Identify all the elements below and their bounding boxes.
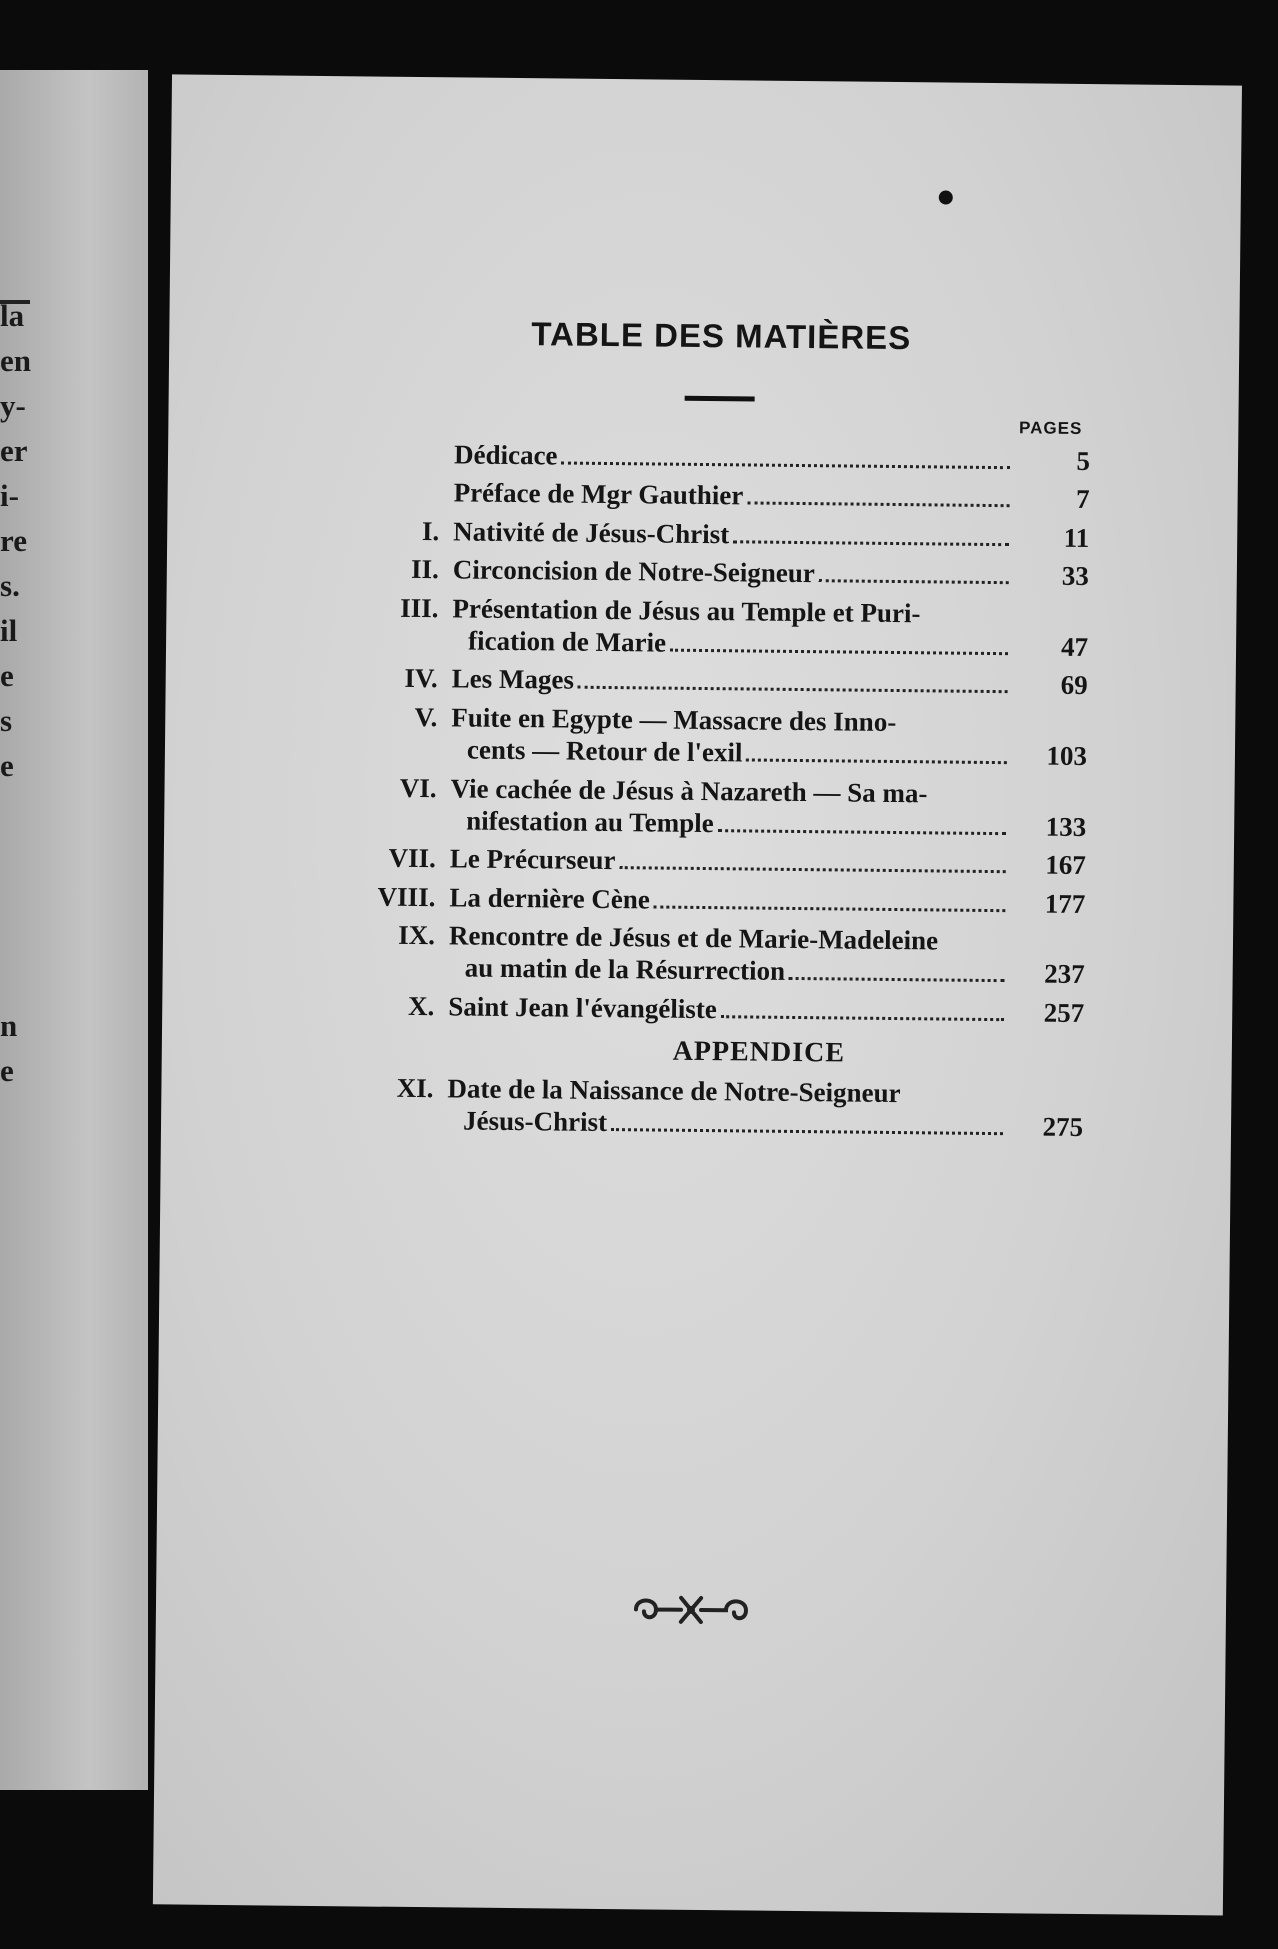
chapter-title: Vie cachée de Jésus à Nazareth — Sa ma- — [450, 772, 928, 808]
chapter-title: Le Précurseur — [449, 843, 616, 876]
chapter-title: Circoncision de Notre-Seigneur — [452, 554, 815, 589]
toc-entry — [256, 770, 1087, 843]
chapter-number: VII. — [388, 842, 436, 874]
chapter-title: Les Mages — [451, 663, 575, 695]
chapter-title: Fuite en Egypte — Massacre des Inno- — [451, 702, 897, 737]
facing-page-fragment: la — [0, 298, 25, 333]
dot-leader — [789, 977, 1005, 982]
dot-leader — [747, 502, 1009, 508]
page-number: 11 — [1063, 522, 1090, 553]
toc-entry — [258, 661, 1088, 702]
toc-entries — [254, 436, 1090, 1029]
toc-entry — [255, 917, 1086, 990]
page-number: 103 — [1046, 740, 1088, 772]
chapter-number — [260, 475, 454, 477]
chapter-number: XI. — [396, 1072, 434, 1104]
chapter-number: III. — [400, 592, 439, 623]
toc-entry — [256, 841, 1086, 882]
facing-page-fragment: n — [0, 1008, 18, 1043]
page-title: TABLE DES MATIÈRES — [531, 315, 912, 357]
dot-leader — [718, 829, 1006, 835]
dot-leader — [654, 905, 1006, 912]
facing-page-fragment: i- — [0, 478, 19, 513]
dot-leader — [721, 1015, 1005, 1021]
page-number: 275 — [1042, 1111, 1084, 1143]
facing-page-fragment: e — [0, 658, 14, 693]
toc-entry — [257, 699, 1088, 772]
dot-leader — [611, 1128, 1003, 1135]
facing-page-fragment: re — [0, 523, 27, 558]
chapter-title: Jésus-Christ — [462, 1105, 608, 1138]
chapter-number — [260, 436, 454, 438]
dot-leader — [561, 461, 1010, 469]
page-number: 7 — [1075, 484, 1090, 515]
page-number: 257 — [1043, 997, 1085, 1028]
toc-entry — [260, 436, 1090, 477]
toc-entry — [254, 988, 1084, 1029]
page — [153, 74, 1242, 1915]
facing-page-fragment: y- — [0, 388, 26, 423]
page-number: 237 — [1043, 959, 1085, 990]
appendix-heading: APPENDICE — [672, 1035, 846, 1069]
chapter-number: X. — [407, 990, 435, 1022]
chapter-number: V. — [414, 701, 438, 732]
title-rule — [685, 395, 755, 401]
page-number: 33 — [1061, 560, 1089, 592]
facing-page-fragment: e — [0, 1053, 14, 1088]
chapter-title: Préface de Mgr Gauthier — [453, 477, 744, 511]
chapter-title: Rencontre de Jésus et de Marie-Madeleine — [448, 920, 939, 956]
fleuron-ornament-icon — [156, 1584, 1226, 1645]
chapter-number: VI. — [399, 772, 437, 803]
chapter-title: fication de Marie — [467, 625, 667, 658]
chapter-number: I. — [421, 515, 440, 546]
chapter-title: au matin de la Résurrection — [464, 952, 786, 987]
dot-leader — [578, 686, 1008, 694]
table-of-contents — [253, 311, 1092, 1143]
dot-leader — [819, 579, 1009, 584]
facing-page-fragment: s. — [0, 568, 20, 603]
chapter-title: Saint Jean l'évangéliste — [448, 991, 717, 1024]
chapter-title: Présentation de Jésus au Temple et Puri- — [452, 592, 921, 628]
facing-page-fragment: en — [0, 343, 31, 378]
toc-entry — [258, 590, 1089, 663]
ink-spot — [939, 190, 953, 204]
page-number: 47 — [1060, 631, 1089, 662]
chapter-number: IX. — [398, 919, 436, 951]
toc-entry — [255, 879, 1085, 920]
page-number: 167 — [1045, 849, 1086, 881]
toc-entry — [260, 475, 1090, 516]
facing-page-fragment: e — [0, 748, 14, 783]
dot-leader — [670, 649, 1008, 656]
chapter-title: Dédicace — [453, 439, 558, 471]
chapter-title: Date de la Naissance de Notre-Seigneur — [447, 1073, 901, 1108]
toc-entry — [259, 513, 1089, 554]
page-number: 69 — [1060, 670, 1088, 701]
pages-column-header: PAGES — [1019, 417, 1083, 438]
dot-leader — [619, 866, 1005, 873]
page-number: 133 — [1045, 811, 1087, 842]
toc-entry — [259, 551, 1089, 592]
facing-page-fragment: s — [0, 703, 13, 738]
chapter-number: VIII. — [377, 881, 436, 912]
appendix-entries — [253, 1070, 1084, 1143]
chapter-title: La dernière Cène — [449, 882, 651, 915]
chapter-title: Nativité de Jésus-Christ — [453, 516, 730, 550]
chapter-number: IV. — [404, 663, 438, 694]
page-number: 177 — [1044, 888, 1086, 919]
toc-entry — [253, 1070, 1084, 1143]
facing-page-fragment: er — [0, 433, 28, 468]
chapter-number: II. — [410, 554, 440, 585]
chapter-title: cents — Retour de l'exil — [466, 734, 743, 768]
chapter-title: nifestation au Temple — [466, 805, 714, 839]
dot-leader — [746, 759, 1007, 765]
page-number: 5 — [1076, 445, 1091, 477]
dot-leader — [733, 540, 1009, 546]
facing-page-edge — [0, 70, 148, 1790]
facing-page-fragment: il — [0, 613, 18, 648]
